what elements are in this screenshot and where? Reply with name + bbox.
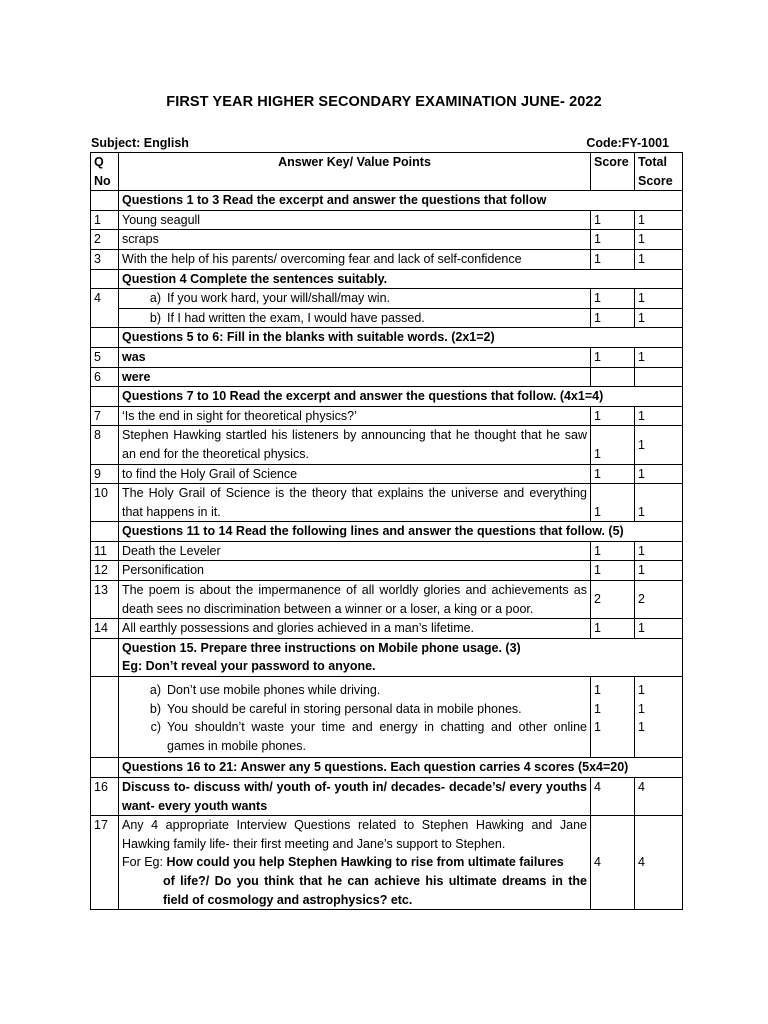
score-cell: 1 <box>591 561 635 581</box>
option-label: b) <box>149 701 161 716</box>
answer-text: scraps <box>119 230 591 250</box>
option-text: If you work hard, your will/shall/may win. <box>167 291 390 306</box>
score-cell: 4 <box>591 778 635 816</box>
score-cell: 1 <box>591 541 635 561</box>
total-cell: 1 <box>635 308 683 328</box>
table-row <box>91 367 683 387</box>
section-row <box>91 758 683 778</box>
total-cell: 1 <box>635 561 683 581</box>
question-number: 3 <box>91 249 119 269</box>
score-cell: 4 <box>591 816 635 910</box>
section-heading: Questions 7 to 10 Read the excerpt and answer the questions that follow. (4x1=4) <box>119 387 683 407</box>
answer-text: were <box>119 367 591 387</box>
answer-text <box>119 816 591 910</box>
header-qno: Q No <box>91 153 119 191</box>
section-row <box>91 269 683 289</box>
question-number: 7 <box>91 406 119 426</box>
score-cell <box>591 677 635 758</box>
table-row <box>91 406 683 426</box>
score-value: 1 <box>594 701 601 716</box>
score-value: 1 <box>594 720 601 735</box>
section-heading: Questions 11 to 14 Read the following lines and answer the questions that follow. (5) <box>119 522 683 542</box>
table-row <box>91 561 683 581</box>
score-cell: 2 <box>591 581 635 619</box>
score-cell: 1 <box>591 484 635 522</box>
total-cell: 1 <box>635 347 683 367</box>
score-cell: 1 <box>591 347 635 367</box>
question-number: 14 <box>91 619 119 639</box>
section-heading: Questions 1 to 3 Read the excerpt and answer the questions that follow <box>119 191 683 211</box>
score-cell: 1 <box>591 619 635 639</box>
option-text: You shouldn’t waste your time and energy in chatting and other online games in mobile phones. <box>167 720 587 753</box>
section-row <box>91 387 683 407</box>
table-row <box>91 210 683 230</box>
score-cell: 1 <box>591 210 635 230</box>
question-number: 5 <box>91 347 119 367</box>
header-total: Total Score <box>635 153 683 191</box>
total-cell: 4 <box>635 816 683 910</box>
question-number: 8 <box>91 426 119 464</box>
question-number: 4 <box>91 289 119 328</box>
section-row <box>91 638 683 676</box>
total-value: 1 <box>638 683 645 698</box>
question-number: 11 <box>91 541 119 561</box>
score-cell <box>591 367 635 387</box>
question-number: 1 <box>91 210 119 230</box>
option-text: Don’t use mobile phones while driving. <box>167 683 381 698</box>
header-answer: Answer Key/ Value Points <box>119 153 591 191</box>
total-cell: 1 <box>635 249 683 269</box>
total-value: 1 <box>638 701 645 716</box>
table-row <box>91 308 683 328</box>
table-row <box>91 249 683 269</box>
total-cell: 1 <box>635 289 683 309</box>
section-row <box>91 191 683 211</box>
section-heading: Questions 16 to 21: Answer any 5 questions. Each question carries 4 scores (5x4=20) <box>119 758 683 778</box>
section-row <box>91 328 683 348</box>
table-row <box>91 347 683 367</box>
total-cell <box>635 677 683 758</box>
answer-text: Discuss to- discuss with/ youth of- youth in/ decades- decade’s/ every youths want- every youth wants <box>119 778 591 816</box>
question-number: 2 <box>91 230 119 250</box>
total-cell <box>635 367 683 387</box>
answer-key-table <box>90 152 683 910</box>
score-cell: 1 <box>591 289 635 309</box>
total-cell: 1 <box>635 619 683 639</box>
score-cell: 1 <box>591 464 635 484</box>
question-number: 16 <box>91 778 119 816</box>
example-continuation: of life?/ Do you think that he can achieve his ultimate dreams in the field of cosmology and astrophysics? etc. <box>163 873 587 907</box>
exam-code: Code:FY-1001 <box>586 136 669 150</box>
total-cell: 1 <box>635 541 683 561</box>
answer-text: Death the Leveler <box>119 541 591 561</box>
question-number: 17 <box>91 816 119 910</box>
question-number: 9 <box>91 464 119 484</box>
total-cell: 1 <box>635 426 683 464</box>
answer-intro: Any 4 appropriate Interview Questions related to Stephen Hawking and Jane Hawking family life- their first meeting and Jane’s support to Stephen. <box>122 818 587 851</box>
question-number: 6 <box>91 367 119 387</box>
question-number: 10 <box>91 484 119 522</box>
score-value: 1 <box>594 683 601 698</box>
table-row <box>91 464 683 484</box>
option-text: If I had written the exam, I would have passed. <box>167 310 425 325</box>
option-text: You should be careful in storing personal data in mobile phones. <box>167 701 522 716</box>
option-label: c) <box>150 720 161 735</box>
subject-label: Subject: English <box>91 136 189 150</box>
total-cell: 1 <box>635 210 683 230</box>
table-row <box>91 581 683 619</box>
total-cell: 2 <box>635 581 683 619</box>
answer-text: Young seagull <box>119 210 591 230</box>
answer-text: All earthly possessions and glories achieved in a man’s lifetime. <box>119 619 591 639</box>
section-example-line: Eg: Don’t reveal your password to anyone. <box>122 659 376 674</box>
table-row <box>91 484 683 522</box>
table-row <box>91 677 683 758</box>
answer-example <box>122 853 587 872</box>
total-cell: 1 <box>635 464 683 484</box>
total-cell: 1 <box>635 406 683 426</box>
answer-options <box>119 677 591 758</box>
table-row <box>91 816 683 910</box>
table-header-row <box>91 153 683 191</box>
table-row <box>91 230 683 250</box>
score-cell: 1 <box>591 406 635 426</box>
score-cell: 1 <box>591 230 635 250</box>
answer-option <box>119 289 591 309</box>
example-prefix: For Eg: <box>122 855 167 870</box>
page-title: FIRST YEAR HIGHER SECONDARY EXAMINATION JUNE- 2022 <box>166 94 602 110</box>
answer-text: Stephen Hawking startled his listeners by announcing that he thought that he saw an end for the theoretical physics. <box>119 426 591 464</box>
answer-text: was <box>119 347 591 367</box>
option-label: a) <box>149 291 161 306</box>
answer-text: to find the Holy Grail of Science <box>119 464 591 484</box>
answer-text: ‘Is the end in sight for theoretical physics?’ <box>119 406 591 426</box>
section-heading <box>119 638 683 676</box>
question-number: 12 <box>91 561 119 581</box>
answer-text: The Holy Grail of Science is the theory that explains the universe and everything that happens in it. <box>119 484 591 522</box>
score-cell: 1 <box>591 426 635 464</box>
answer-option <box>119 308 591 328</box>
total-cell: 4 <box>635 778 683 816</box>
total-cell: 1 <box>635 484 683 522</box>
table-row <box>91 289 683 309</box>
total-cell: 1 <box>635 230 683 250</box>
option-label: a) <box>149 683 161 698</box>
exam-meta <box>91 136 673 153</box>
option-label: b) <box>149 310 161 325</box>
answer-text: The poem is about the impermanence of all worldly glories and achievements as death sees no discrimination between a winner or a loser, a king or a poor. <box>119 581 591 619</box>
table-row <box>91 619 683 639</box>
section-heading: Questions 5 to 6: Fill in the blanks with suitable words. (2x1=2) <box>119 328 683 348</box>
section-heading: Question 4 Complete the sentences suitably. <box>119 269 683 289</box>
section-row <box>91 522 683 542</box>
score-cell: 1 <box>591 249 635 269</box>
score-cell: 1 <box>591 308 635 328</box>
question-number: 13 <box>91 581 119 619</box>
header-score: Score <box>591 153 635 191</box>
answer-text: With the help of his parents/ overcoming fear and lack of self-confidence <box>119 249 591 269</box>
example-text: How could you help Stephen Hawking to rise from ultimate failures <box>166 855 564 870</box>
total-value: 1 <box>638 720 645 735</box>
table-row <box>91 778 683 816</box>
section-heading-line: Question 15. Prepare three instructions on Mobile phone usage. (3) <box>122 640 521 655</box>
table-row <box>91 426 683 464</box>
table-row <box>91 541 683 561</box>
answer-text: Personification <box>119 561 591 581</box>
